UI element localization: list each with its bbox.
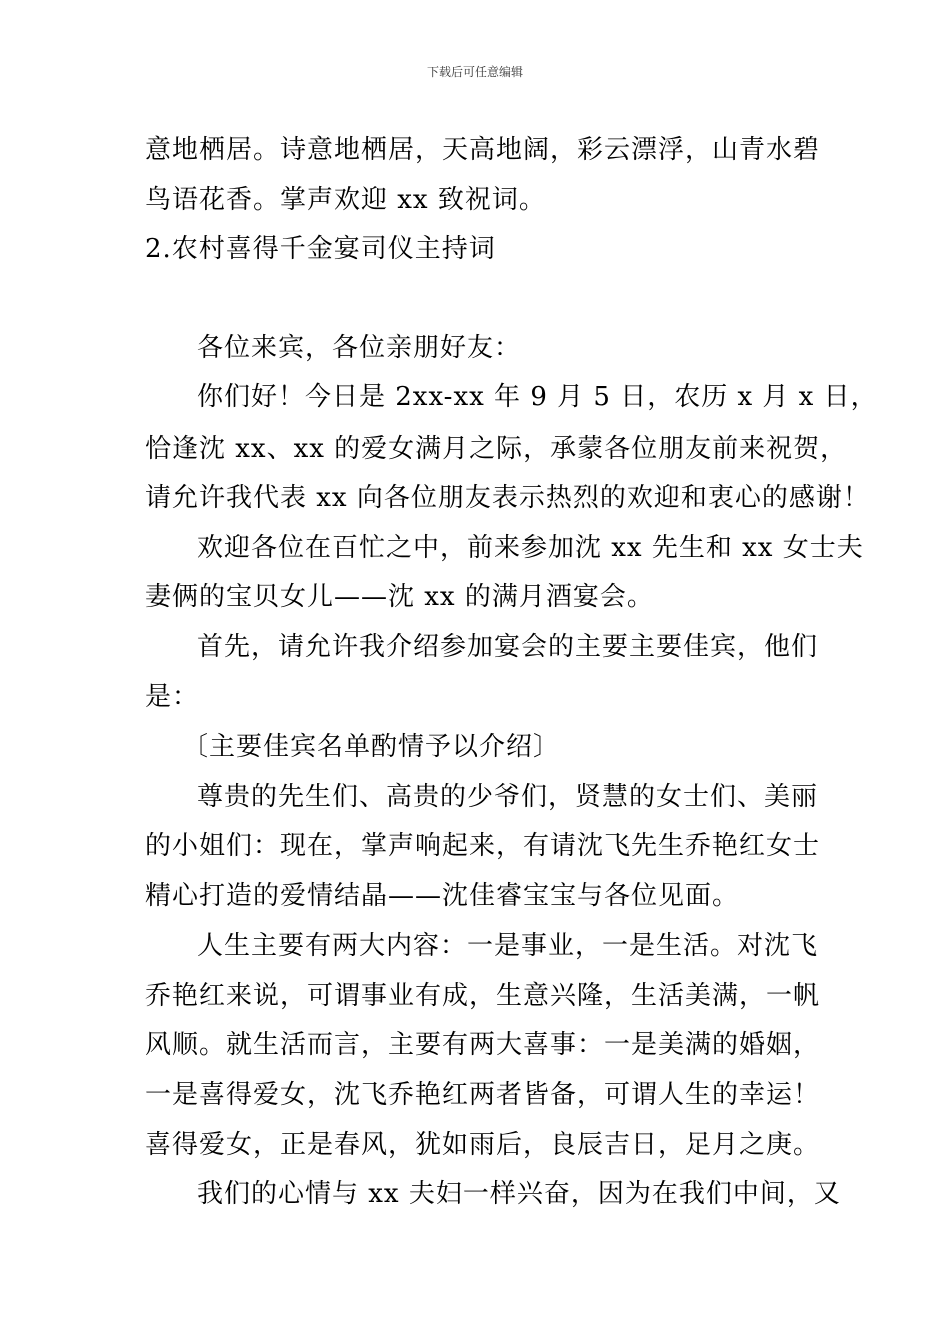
text-line: 欢迎各位在百忙之中，前来参加沈 xx 先生和 xx 女士夫 bbox=[197, 533, 864, 563]
text-line: 的小姐们：现在，掌声响起来，有请沈飞先生乔艳红女士 bbox=[145, 831, 821, 861]
text-line: 首先，请允许我介绍参加宴会的主要主要佳宾，他们 bbox=[197, 632, 819, 662]
text-line: 是： bbox=[145, 682, 200, 712]
text-line: 人生主要有两大内容：一是事业，一是生活。对沈飞 bbox=[197, 931, 819, 961]
text-line: 意地栖居。诗意地栖居，天高地阔，彩云漂浮，山青水碧 bbox=[145, 135, 821, 165]
text-line: 尊贵的先生们、高贵的少爷们，贤慧的女士们、美丽 bbox=[197, 782, 819, 812]
text-line: 风顺。就生活而言，主要有两大喜事：一是美满的婚姻， bbox=[145, 1030, 821, 1060]
page-header: 下载后可任意编辑 bbox=[426, 65, 523, 79]
text-line: 乔艳红来说，可谓事业有成，生意兴隆，生活美满，一帆 bbox=[145, 981, 821, 1011]
text-line: 精心打造的爱情结晶——沈佳睿宝宝与各位见面。 bbox=[145, 881, 740, 911]
text-line: 你们好！今日是 2xx-xx 年 9 月 5 日，农历 x 月 x 日， bbox=[197, 382, 878, 412]
text-line: 我们的心情与 xx 夫妇一样兴奋，因为在我们中间，又 bbox=[197, 1179, 841, 1209]
text-line: 一是喜得爱女，沈飞乔艳红两者皆备，可谓人生的幸运！ bbox=[145, 1080, 821, 1110]
section-heading: 2.农村喜得千金宴司仪主持词 bbox=[145, 234, 496, 264]
text-line: 恰逢沈 xx、xx 的爱女满月之际，承蒙各位朋友前来祝贺， bbox=[145, 434, 848, 464]
text-line: 各位来宾，各位亲朋好友： bbox=[197, 333, 522, 363]
text-line: 喜得爱女，正是春风，犹如雨后，良辰吉日，足月之庚。 bbox=[145, 1130, 821, 1160]
text-line: 请允许我代表 xx 向各位朋友表示热烈的欢迎和衷心的感谢！ bbox=[145, 483, 870, 513]
text-line: 妻俩的宝贝女儿——沈 xx 的满月酒宴会。 bbox=[145, 582, 654, 612]
text-line: 鸟语花香。掌声欢迎 xx 致祝词。 bbox=[145, 185, 546, 215]
text-line: 〔主要佳宾名单酌情予以介绍〕 bbox=[182, 732, 561, 762]
